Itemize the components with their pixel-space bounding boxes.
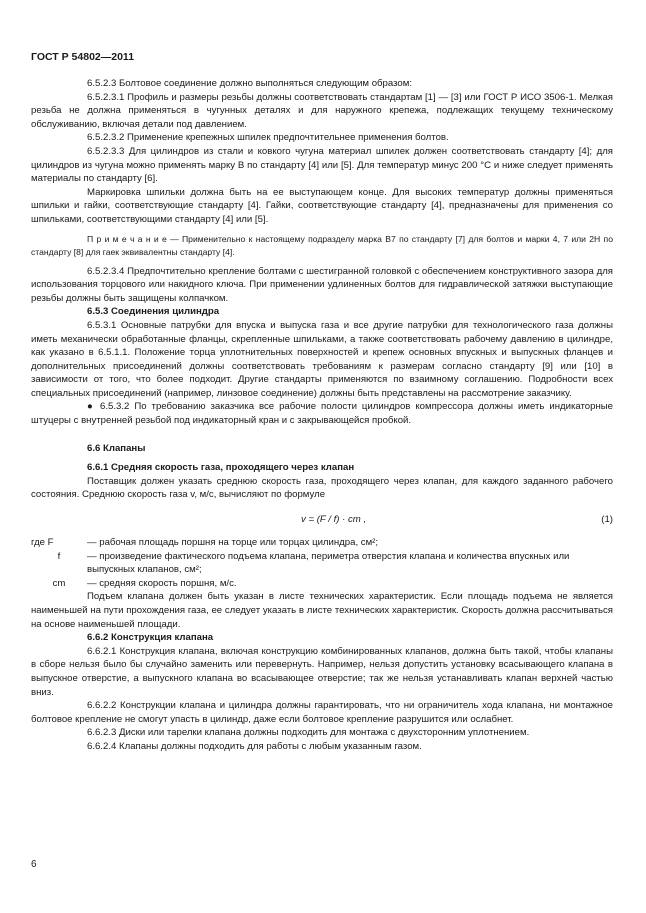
paragraph: Подъем клапана должен быть указан в листе технических характеристик. Если площадь подъема не является наименьшей на пути прохождения газа, ее следует указать в листе технических характеристик. Скорость должна рассчитываться на основе наименьшей площади. [31,591,613,630]
section-heading: 6.6.1 Средняя скорость газа, проходящего через клапан [87,462,355,474]
where-item [31,536,613,550]
where-item [31,577,613,591]
formula-number: (1) [601,514,613,526]
paragraph: 6.5.2.3 Болтовое соединение должно выполняться следующим образом: [87,78,412,89]
note: П р и м е ч а н и е — Применительно к настоящему подразделу марка В7 по стандарту [7] для болтов и марки 4, 7 или 2Н по стандарту [8] для гаек эквивалентны стандарту [4]. [31,233,613,257]
where-text: — средняя скорость поршня, м/с. [87,577,237,589]
paragraph: 6.6.2.2 Конструкции клапана и цилиндра должны гарантировать, что ни ограничитель хода клапана, ни монтажное болтовое крепление не смогут упасть в цилиндр, даже если болтовое крепление разрушится или ослабнет. [31,700,613,725]
formula [31,506,613,536]
formula-expression: v = (F / f) · cm , [301,514,367,526]
section-heading: 6.6.2 Конструкция клапана [87,632,214,644]
where-text: — произведение фактического подъема клапана, периметра отверстия клапана и количества впускных или выпускных клапанов, см²; [87,550,570,576]
paragraph: 6.5.2.3.4 Предпочтительно крепление болтами с шестигранной головкой с обеспечением конструктивного зазора для использования торцового или накидного ключа. При применении удлиненных болтов для гидравлической затяжки выступающие резьбы должны быть защищены колпачком. [31,265,613,304]
page-body [31,77,613,754]
section-heading: 6.5.3 Соединения цилиндра [87,306,220,318]
where-symbol: где F [31,537,54,549]
page-number: 6 [31,859,37,870]
section-heading: 6.6 Клапаны [87,442,146,454]
where-symbol: cm [52,577,66,589]
where-symbol: f [57,550,61,562]
paragraph: 6.6.2.4 Клапаны должны подходить для работы с любым указанным газом. [87,740,422,752]
paragraph: 6.5.2.3.3 Для цилиндров из стали и ковкого чугуна материал шпилек должен соответствовать стандарту [4]; для цилиндров из чугуна можно применять марку В по стандарту [4] или [5]. Для температур минус 200 °С и ниже следует применять материалы по стандарту [6]. [31,145,613,185]
where-text: — рабочая площадь поршня на торце или торцах цилиндра, см²; [87,537,379,549]
paragraph: Маркировка шпильки должна быть на ее выступающем конце. Для высоких температур должны применяться шпильки и гайки, соответствующие стандарту [4]. Гайки, соответствующие стандарту [4], предназначены для применения со шпильками, соответствующими стандарту [4] или [5]. [31,186,613,225]
paragraph: ● 6.5.3.2 По требованию заказчика все рабочие полости цилиндров компрессора должны иметь индикаторные штуцеры с внутренней резьбой под индикаторный кран и с закрывающейся пробкой. [31,401,613,427]
paragraph: 6.6.2.1 Конструкция клапана, включая конструкцию комбинированных клапанов, должна быть такой, чтобы клапаны в сборе нельзя было бы случайно заменить или перевернуть. Например, нельзя допустить установку всасывающего клапана в выпускное отверстие, а выпускного клапана во всасывающее отверстие; так же нельзя устанавливать клапан верхней частью вниз. [31,645,613,698]
where-item [31,550,613,577]
paragraph: 6.6.2.3 Диски или тарелки клапана должны подходить для монтажа с двухсторонним уплотнением. [87,727,530,739]
paragraph: 6.5.3.1 Основные патрубки для впуска и выпуска газа и все другие патрубки для технологического газа должны иметь механически обработанные фланцы, скрепленные шпильками, а также соответствовать рабочему давлению в цилиндре, как указано в 6.5.1.1. Положение торца уплотнительных поверхностей и крепеж основных впускных и выпускных фланцев и дополнительных присоединений должны соответствовать требованиям к размерам согласно стандарту [9] или [10] в зависимости от того, что более подходит. Другие стандарты применяются по взаимному соглашению. Подробности всех специальных присоединений (например, линзовое соединение) должны быть представлены на рассмотрение заказчику. [31,319,613,399]
paragraph: 6.5.2.3.2 Применение крепежных шпилек предпочтительнее применения болтов. [87,132,449,144]
paragraph: 6.5.2.3.1 Профиль и размеры резьбы должны соответствовать стандартам [1] — [3] или ГОСТ Р ИСО 3506-1. Мелкая резьба не должна применяться в чугунных деталях и для наружного крепежа, подлежащих текущему техническому обслуживанию, включая детали под давлением. [31,91,613,130]
document-header: ГОСТ Р 54802—2011 [31,51,135,63]
paragraph: Поставщик должен указать среднюю скорость газа, проходящего через клапан, для каждого заданного рабочего состояния. Среднюю скорость газа v, м/с, вычисляют по формуле [31,475,613,501]
